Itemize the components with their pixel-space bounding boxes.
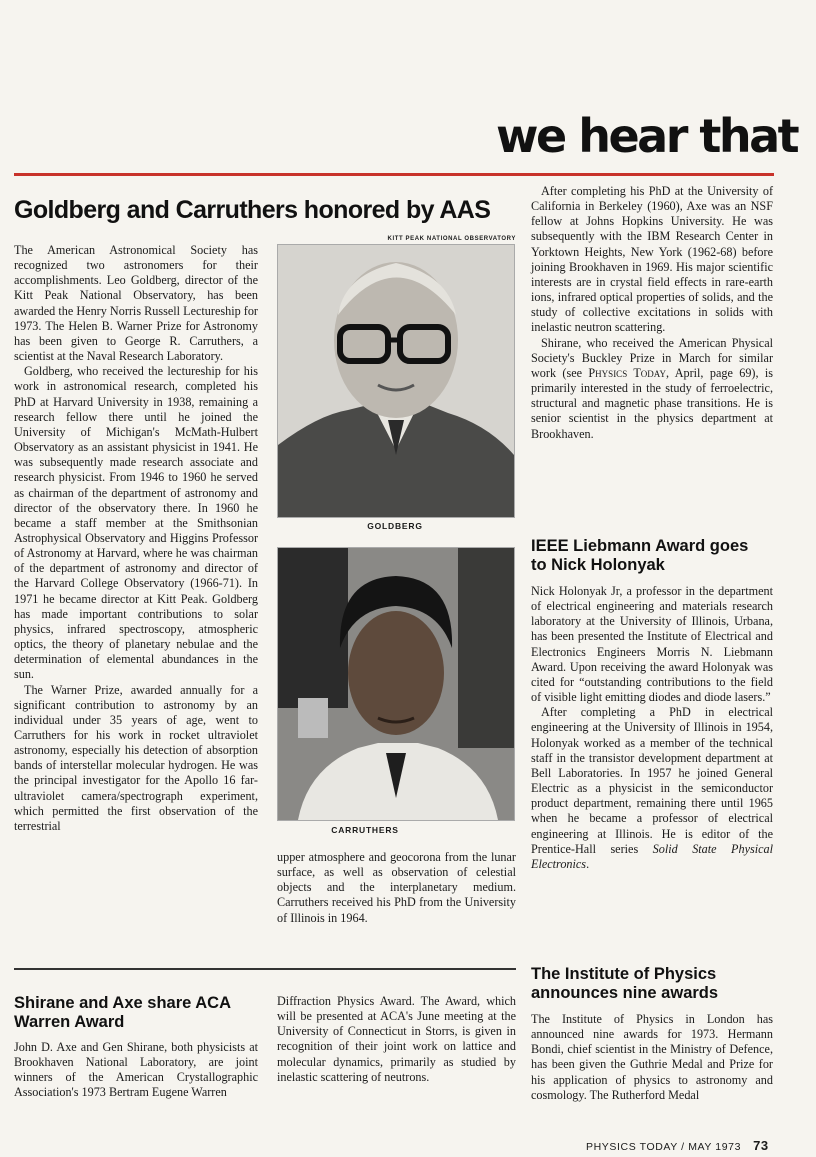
page-number: 73 — [753, 1138, 769, 1153]
series-title: Solid State Physical Electronics — [531, 841, 773, 871]
physics-today-reference: Physics Today — [588, 365, 666, 380]
photo-credit: KITT PEAK NATIONAL OBSERVATORY — [387, 236, 516, 242]
goldberg-column-2 — [277, 850, 516, 926]
header-rule — [14, 173, 774, 176]
ieee-column — [531, 584, 773, 872]
carruthers-photo — [277, 547, 515, 821]
carruthers-caption: CARRUTHERS — [331, 825, 399, 835]
goldberg-photo — [277, 244, 515, 518]
goldberg-paragraph-2: Goldberg, who received the lectureship for his work in astronomical research, completed his PhD at Harvard University in 1938, remaining a research fellow there until he joined the University of Michigan's McMath-Hulbert Observatory as an assistant physicist in 1941. He was subsequently made research associate and research physicist. From 1946 to 1960 he served as chairman of the department of astronomy and director of the observatory there. In 1960 he became a staff member at the Smithsonian Astrophysical Observatory and Higgins Professor of Astronomy at Harvard, where he was chairman of the department of astronomy and director of the Harvard College Observatory (1966-71). In 1971 he became director at Kitt Peak. Goldberg has made important contributions to solar physics, infrared spectroscopy, atmospheric optics, the theory of planetary nebulae and the determination of elemental abundances in the sun. — [14, 364, 258, 682]
ieee-headline: IEEE Liebmann Award goes to Nick Holonyak — [531, 537, 749, 574]
section-title: we hear that — [496, 109, 798, 163]
goldberg-caption: GOLDBERG — [367, 521, 423, 531]
axe-continued-column — [531, 184, 773, 442]
iop-column — [531, 1012, 773, 1103]
axe-paragraph-2 — [531, 336, 773, 442]
shirane-paragraph-1-continued: Diffraction Physics Award. The Award, which will be presented at ACA's June meeting at the University of Connecticut in Storrs, is given in recognition of their joint work on lattice and molecular dynamics, primarily as studied by inelastic scattering of neutrons. — [277, 994, 516, 1084]
goldberg-paragraph-3-continued: upper atmosphere and geocorona from the lunar surface, as well as observation of celestial objects and the interplanetary medium. Carruthers received his PhD from the University of Illinois in 1964. — [277, 850, 516, 925]
axe-paragraph-2-text-end: , April, page 69), is primarily interested in the study of ferroelectric, structural and magnetic phase transitions. He is senior scientist in the physics department at Brookhaven. — [531, 365, 774, 441]
shirane-headline: Shirane and Axe share ACA Warren Award — [14, 994, 231, 1031]
goldberg-paragraph-3: The Warner Prize, awarded annually for a significant contribution to astronomy by an individual under 35 years of age, went to Carruthers for his work in rocket ultraviolet astronomy, especially his detection of absorption bands of interstellar molecular hydrogen. He was the principal investigator for the Apollo 16 far-ultraviolet camera/spectrograph experiment, which permitted the first observation of the terrestrial — [14, 682, 258, 833]
axe-paragraph-1: After completing his PhD at the University of California in Berkeley (1960), Axe was an NSF fellow at Johns Hopkins University. He was subsequently with the IBM Research Center in Yorktown Heights, New York (1962-68) before joining Brookhaven in 1969. His major scientific interests are in crystal field effects in rare-earth ions, infrared optical properties of solids, and the study of collective excitations in solids with inelastic neutron scattering. — [531, 184, 773, 335]
axe-paragraph-2-text: Shirane, who received the American Physical Society's Buckley Prize in March for similar work (see — [531, 335, 773, 380]
shirane-column-2 — [277, 994, 516, 1085]
shirane-column-1 — [14, 1040, 258, 1101]
goldberg-column-1 — [14, 243, 258, 834]
shirane-paragraph-1: John D. Axe and Gen Shirane, both physicists at Brookhaven National Laboratory, are joint winners of the American Crystallographic Association's 1973 Bertram Eugene Warren — [14, 1040, 258, 1100]
ieee-paragraph-1: Nick Holonyak Jr, a professor in the department of electrical engineering and materials research laboratory at the University of Illinois, Urbana, has been presented the Institute of Electrical and Electronics Engineers Morris N. Liebmann Award. Upon receiving the award Holonyak was cited for “outstanding contributions to the field of visible light emitting diodes and diode lasers.” — [531, 584, 773, 705]
iop-paragraph-1: The Institute of Physics in London has announced nine awards for 1973. Hermann Bondi, chief scientist in the Ministry of Defence, has been given the Guthrie Medal and Prize for his application of physics to astronomy and cosmology. The Rutherford Medal — [531, 1012, 773, 1102]
page-footer — [586, 1138, 769, 1153]
journal-issue: PHYSICS TODAY / MAY 1973 — [586, 1141, 742, 1153]
goldberg-paragraph-1: The American Astronomical Society has recognized two astronomers for their accomplishments. Leo Goldberg, director of the Kitt Peak National Observatory, has been awarded the Henry Norris Russell Lectureship for 1973. The Helen B. Warner Prize for Astronomy has been given to George R. Carruthers, a scientist at the Naval Research Laboratory. — [14, 243, 258, 364]
section-divider — [14, 968, 516, 970]
goldberg-headline: Goldberg and Carruthers honored by AAS — [14, 196, 491, 224]
ieee-paragraph-2-text: After completing a PhD in electrical engineering at the University of Illinois in 1954, Holonyak worked as a member of the technical staff in the transistor development department at Bell Laboratories. In 1957 he joined General Electric as a physicist in the semiconductor product department, remaining there until 1965 when he became a professor of electrical engineering at Illinois. He is editor of the Prentice-Hall series — [531, 705, 773, 856]
ieee-paragraph-2 — [531, 705, 773, 872]
ieee-paragraph-2-end: . — [586, 856, 590, 871]
iop-headline: The Institute of Physics announces nine awards — [531, 965, 719, 1002]
